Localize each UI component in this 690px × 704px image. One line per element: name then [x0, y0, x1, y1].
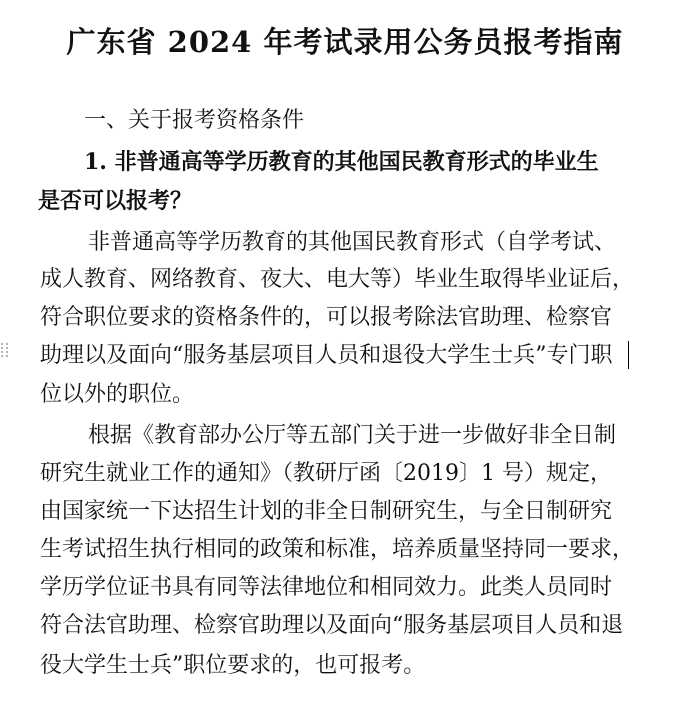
paragraph-line: 非普通高等学历教育的其他国民教育形式（自学考试、	[88, 230, 617, 255]
paragraph-line: 符合职位要求的资格条件的，可以报考除法官助理、检察官	[40, 305, 613, 330]
document-title: 广东省 2024 年考试录用公务员报考指南	[66, 25, 624, 59]
paragraph-line: 由国家统一下达招生计划的非全日制研究生，与全日制研究	[40, 499, 613, 524]
text-cursor	[628, 341, 629, 369]
drag-handle-icon[interactable]	[1, 343, 9, 357]
paragraph-line: 成人教育、网络教育、夜大、电大等）毕业生取得毕业证后，	[40, 267, 635, 292]
question-line: 1. 非普通高等学历教育的其他国民教育形式的毕业生	[84, 149, 599, 175]
paragraph-line: 符合法官助理、检察官助理以及面向“服务基层项目人员和退	[40, 613, 624, 638]
paragraph-line: 生考试招生执行相同的政策和标准，培养质量坚持同一要求，	[40, 537, 635, 562]
section-heading: 一、关于报考资格条件	[84, 108, 305, 133]
paragraph-line: 助理以及面向“服务基层项目人员和退役大学生士兵”专门职	[40, 343, 613, 368]
question-line: 是否可以报考？	[38, 188, 193, 214]
paragraph-line: 研究生就业工作的通知》（教研厅函〔2019〕1 号）规定，	[40, 461, 612, 486]
paragraph-line: 学历学位证书具有同等法律地位和相同效力。此类人员同时	[40, 575, 613, 600]
paragraph-line: 根据《教育部办公厅等五部门关于进一步做好非全日制	[88, 423, 617, 448]
paragraph-line: 役大学生士兵”职位要求的，也可报考。	[40, 653, 426, 678]
paragraph-line: 位以外的职位。	[40, 382, 195, 407]
